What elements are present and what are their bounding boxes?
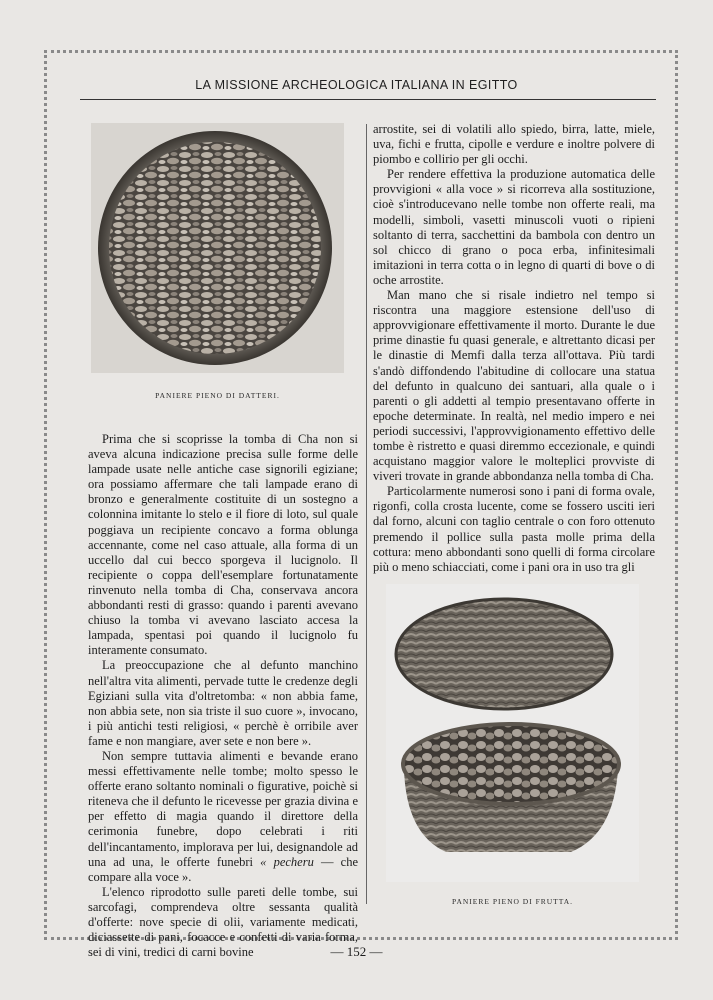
left-text-column bbox=[88, 432, 358, 960]
running-header: LA MISSIONE ARCHEOLOGICA ITALIANA IN EGITTO bbox=[195, 78, 518, 92]
paragraph: Prima che si scoprisse la tomba di Cha non si aveva alcuna indicazione precisa sulle forme delle lampade usate nelle antiche case signorili egiziane; ora possiamo affermare che tali lampade erano di bronzo e generalmente costituite di un sostegno a colonnina imitante lo stelo e il fiore di loto, sul quale poggiava un recipiente concavo a forma oblunga accennante, come nel caso attuale, alla forma di un uccello dal cui becco sporgeva il lucignolo. Il recipiente o coppa dell'esemplare fortunatamente rinvenuto nella tomba di Cha, conservava ancora abbondanti resti di grasso: quando i parenti avevano chiuso la tomba vi avevano lasciato accesa la lampada, spentasi poi quando il lucignolo fu interamente consumato. bbox=[88, 432, 358, 658]
header-rule bbox=[80, 99, 656, 100]
fruit-basket-image bbox=[386, 584, 639, 882]
paragraph-text-tail: — che compare alla voce ». bbox=[88, 854, 358, 884]
italic-term: « pecheru bbox=[260, 854, 314, 869]
dates-basket-image bbox=[91, 123, 344, 373]
fruit-basket-photo bbox=[386, 584, 639, 882]
column-divider bbox=[366, 124, 367, 904]
figure-caption-fruit: PANIERE PIENO DI FRUTTA. bbox=[451, 897, 574, 906]
paragraph: Particolarmente numerosi sono i pani di forma ovale, rigonfi, colla crosta lucente, come se fossero usciti ieri dal forno, alcuni con taglio centrale o con foro ottenuto premendo il pollice sulla pasta molle prima della cottura: meno abbondanti sono quelli di forma circolare più o meno schiacciati, come i pani ora in uso tra gli bbox=[373, 484, 655, 574]
paragraph bbox=[88, 749, 358, 885]
dates-pile bbox=[109, 142, 321, 354]
figure-caption-dates: PANIERE PIENO DI DATTERI. bbox=[155, 391, 280, 400]
page-number: — 152 — bbox=[330, 944, 383, 959]
paragraph: La preoccupazione che al defunto manchino nell'altra vita alimenti, pervade tutte le credenze degli Egiziani sulla vita d'oltretomba: « non abbia fame, non abbia sete, non sia triste il suo cuore », invocano, i più antichi testi religiosi, « perchè è orribile aver fame e non mangiare, aver sete e non bere ». bbox=[88, 658, 358, 748]
paragraph: L'elenco riprodotto sulle pareti delle tombe, sui sarcofagi, comprendeva oltre sessanta qualità d'offerte: nove specie di olii, variamente medicati, diciassette di pani, focacce e confetti di varia forma, sei di vini, tredici di carni bovine bbox=[88, 884, 358, 960]
dates-basket-photo bbox=[91, 123, 344, 373]
right-text-column bbox=[373, 122, 655, 575]
paragraph-text: Non sempre tuttavia alimenti e bevande erano messi effettivamente nelle tombe; molto spesso le offerte erano soltanto nominali o figurative, poichè si riteneva che il defunto le ricevesse per grazia divina e per effetto di magia quando il direttore della cerimonia funebre, dopo celebrati i riti dell'incantamento, implorava per lui, designandole ad una ad una, le offerte funebri bbox=[88, 748, 358, 869]
paragraph: Per rendere effettiva la produzione automatica delle provvigioni « alla voce » si ricorreva alla sostituzione, cioè s'introducevano nelle tombe non offerte reali, ma modelli, simboli, vasetti minuscoli vuoti o ripieni soltanto di terra, sacchettini da bambola con dentro un sol chicco di grano o poca erba, infinitesimali imitazioni in terra cotta o in legno di quarti di bove o di oche arrostite. bbox=[373, 167, 655, 287]
paragraph: arrostite, sei di volatili allo spiedo, birra, latte, miele, uva, fichi e frutta, cipolle e verdure e inoltre polvere di piombo e collirio per gli occhi. bbox=[373, 122, 655, 167]
paragraph: Man mano che si risale indietro nel tempo si riscontra una maggiore estensione dell'uso di approvvigionare effettivamente il morto. Durante le due prime dinastie fu quasi generale, e altrettanto dicasi per le dinastie di Memfi dalla terza all'ottava. Più tardi s'andò diffondendo l'abitudine di collocare una statua del defunto in qualcuno dei santuari, alla quale o i parenti o gli addetti al tempio presentavano offerte in epoche determinate. In realtà, nel medio impero e nei periodi successivi, l'approvvigionamento effettivo delle tombe è ristretto e quasi diremmo eccezionale, e quindi acquistano maggior valore le molteplici provviste di viveri trovate in grande abbondanza nella tomba di Cha. bbox=[373, 288, 655, 484]
